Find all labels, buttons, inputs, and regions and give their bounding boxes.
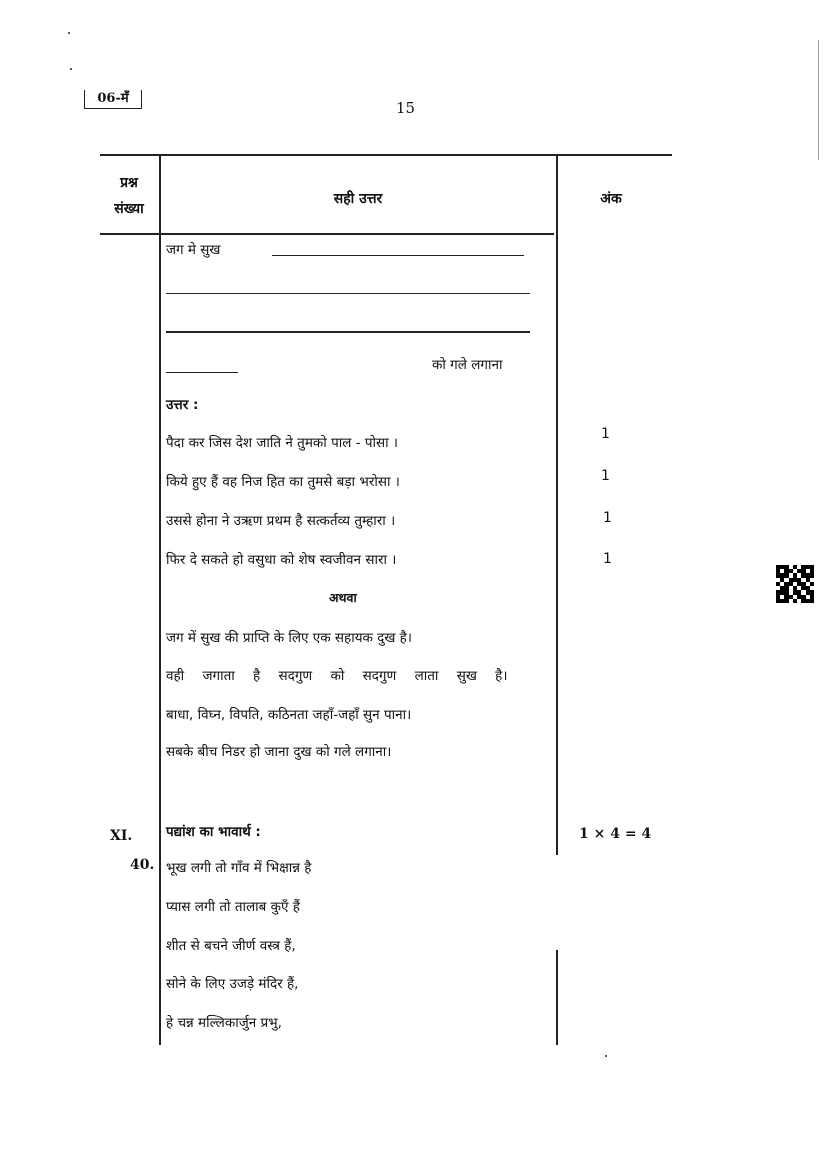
answer-line-4: फिर दे सकते हो वसुधा को शेष स्वजीवन सारा ।	[166, 552, 397, 568]
blank-line-3	[166, 331, 530, 333]
paper-code: 06-मँ	[84, 90, 142, 109]
column-divider-left	[159, 155, 161, 1045]
scan-speck	[818, 40, 819, 160]
column-header-question-no: प्रश्न संख्या	[114, 175, 144, 217]
blank-line-4-short	[166, 372, 238, 373]
question-heading: पद्यांश का भावार्थ :	[166, 824, 261, 840]
athva-line-1: जग में सुख की प्राप्ति के लिए एक सहायक दुख है।	[166, 630, 412, 646]
question-number: 40.	[130, 857, 155, 873]
column-divider-right	[556, 155, 558, 855]
athva-line-4: सबके बीच निडर हो जाना दुख को गले लगाना।	[166, 744, 392, 760]
table-top-rule	[100, 154, 672, 156]
answer-mark-2: 1	[601, 468, 610, 484]
answer-mark-1: 1	[601, 426, 610, 442]
poem-line-5: हे चन्न मल्लिकार्जुन प्रभु,	[166, 1015, 282, 1031]
column-header-marks: अंक	[600, 191, 622, 207]
answer-line-3: उससे होना ने उऋण प्रथम है सत्कर्तव्य तुम्हारा ।	[166, 513, 396, 529]
header-bottom-rule	[100, 233, 554, 235]
answer-line-1: पैदा कर जिस देश जाति ने तुमको पाल - पोसा ।	[166, 435, 399, 451]
poem-line-3: शीत से बचने जीर्ण वस्त्र हैं,	[166, 938, 296, 954]
poem-line-2: प्यास लगी तो तालाब कुएँ हैं	[166, 899, 300, 915]
scan-speck	[68, 32, 70, 34]
answer-mark-3: 1	[603, 510, 612, 526]
qr-code	[776, 565, 814, 603]
answer-line-2: किये हुए हैं वह निज हित का तुमसे बड़ा भरोसा ।	[166, 474, 400, 490]
poem-line-1: भूख लगी तो गाँव में भिक्षान्न है	[166, 860, 312, 876]
answer-mark-4: 1	[603, 551, 612, 567]
blank-line-1	[272, 255, 524, 256]
athva-line-3: बाधा, विघ्न, विपति, कठिनता जहाँ-जहाँ सुन पाना।	[166, 707, 412, 723]
blank-line-2	[166, 293, 530, 294]
poem-line-4: सोने के लिए उजड़े मंदिर हैं,	[166, 976, 299, 992]
section-number: XI.	[110, 828, 133, 844]
athva-label: अथवा	[329, 590, 357, 605]
athva-line-2: वही जगाता है सदगुण को सदगुण लाता सुख है।	[166, 668, 508, 684]
scan-speck	[605, 1055, 607, 1057]
blank-line-4-text: को गले लगाना	[432, 357, 503, 373]
blank-line-1-text: जग मे सुख	[166, 242, 221, 258]
scan-speck	[70, 68, 72, 70]
column-header-answer: सही उत्तर	[333, 191, 383, 207]
question-marks: 1 × 4 = 4	[579, 826, 652, 842]
answer-label: उत्तर :	[166, 397, 199, 413]
column-divider-right-lower	[556, 950, 558, 1045]
page-number: 15	[396, 99, 416, 117]
